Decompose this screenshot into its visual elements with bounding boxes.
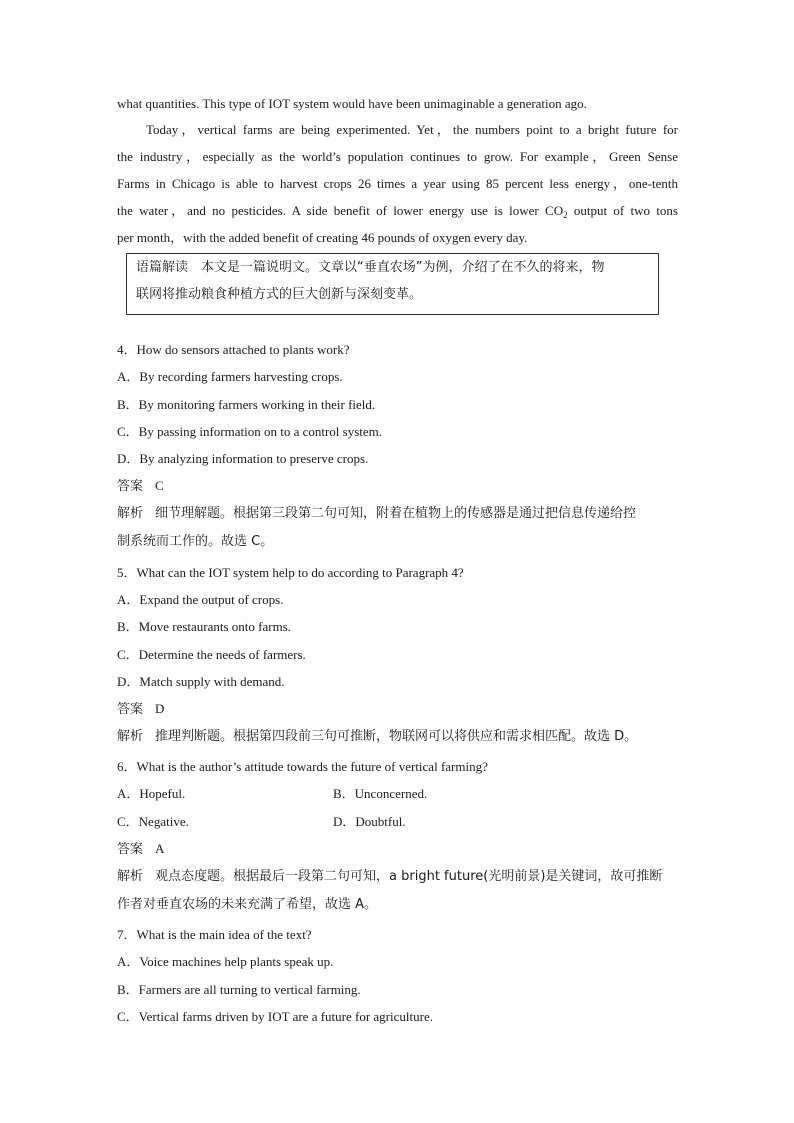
answer-value: D — [155, 701, 165, 716]
question-6-option-a: A．Hopeful. — [117, 786, 186, 801]
question-6-option-b: B．Unconcerned. — [333, 786, 428, 801]
analysis-text: 观点态度题。根据最后一段第二句可知，a bright future(光明前景)是关键词，故可推断 — [155, 869, 663, 884]
question-4-answer — [117, 477, 164, 496]
question-4-analysis-cont: 制系统而工作的。故选 C。 — [117, 534, 274, 549]
note-line-1: 语篇解读 本文是一篇说明文。文章以“垂直农场”为例，介绍了在不久的将来，物 — [136, 260, 605, 275]
answer-label: 答案 — [117, 702, 144, 717]
question-6-option-c: C．Negative. — [117, 814, 189, 829]
answer-label: 答案 — [117, 842, 144, 857]
question-4-option-a: A．By recording farmers harvesting crops. — [117, 369, 343, 384]
passage-line-2: Today，vertical farms are being experimented. Yet，the numbers point to a bright future for — [146, 122, 678, 137]
question-4-stem: 4．How do sensors attached to plants work? — [117, 342, 350, 357]
question-6-analysis — [117, 868, 662, 886]
answer-value: C — [155, 478, 164, 493]
question-5-option-c: C．Determine the needs of farmers. — [117, 647, 306, 662]
passage-line-5-pre: the water，and no pesticides. A side benefit of lower energy use is lower CO — [117, 203, 564, 218]
question-5-option-b: B．Move restaurants onto farms. — [117, 619, 292, 634]
passage-line-3: the industry，especially as the world’s population continues to grow. For example，Green Sense — [117, 149, 678, 164]
passage-line-5-post: output of two tons — [567, 203, 678, 218]
note-line-2: 联网将推动粮食种植方式的巨大创新与深刻变革。 — [136, 287, 423, 302]
question-7-option-c: C．Vertical farms driven by IOT are a future for agriculture. — [117, 1009, 433, 1024]
reading-note-box — [126, 253, 659, 315]
question-4-option-c: C．By passing information on to a control system. — [117, 424, 383, 439]
question-5-answer — [117, 700, 164, 719]
question-5-stem: 5．What can the IOT system help to do according to Paragraph 4? — [117, 565, 464, 580]
question-7-stem: 7．What is the main idea of the text? — [117, 927, 312, 942]
question-7-option-a: A．Voice machines help plants speak up. — [117, 954, 334, 969]
analysis-text: 细节理解题。根据第三段第二句可知，附着在植物上的传感器是通过把信息传递给控 — [155, 506, 637, 521]
passage-line-6: per month，with the added benefit of creating 46 pounds of oxygen every day. — [117, 230, 528, 245]
question-4-analysis — [117, 505, 636, 523]
passage-line-5 — [117, 202, 678, 220]
question-6-stem: 6．What is the author’s attitude towards the future of vertical farming? — [117, 759, 488, 774]
question-4-option-b: B．By monitoring farmers working in their field. — [117, 397, 376, 412]
question-5-option-d: D．Match supply with demand. — [117, 674, 285, 689]
question-6-analysis-cont: 作者对垂直农场的未来充满了希望，故选 A。 — [117, 897, 378, 912]
question-5-analysis — [117, 728, 637, 746]
question-6-answer — [117, 840, 164, 859]
analysis-label: 解析 — [117, 506, 144, 521]
co2-subscript: 2 — [563, 210, 568, 220]
question-7-option-b: B．Farmers are all turning to vertical farming. — [117, 982, 361, 997]
question-5-option-a: A．Expand the output of crops. — [117, 592, 284, 607]
answer-label: 答案 — [117, 479, 144, 494]
passage-line-4: Farms in Chicago is able to harvest crops 26 times a year using 85 percent less energy，one-tenth — [117, 176, 678, 191]
analysis-label: 解析 — [117, 869, 144, 884]
passage-line-1: what quantities. This type of IOT system would have been unimaginable a generation ago. — [117, 96, 587, 111]
analysis-text: 推理判断题。根据第四段前三句可推断，物联网可以将供应和需求相匹配。故选 D。 — [155, 729, 638, 744]
question-4-option-d: D．By analyzing information to preserve crops. — [117, 451, 369, 466]
analysis-label: 解析 — [117, 729, 144, 744]
question-6-option-d: D．Doubtful. — [333, 814, 406, 829]
answer-value: A — [155, 841, 165, 856]
